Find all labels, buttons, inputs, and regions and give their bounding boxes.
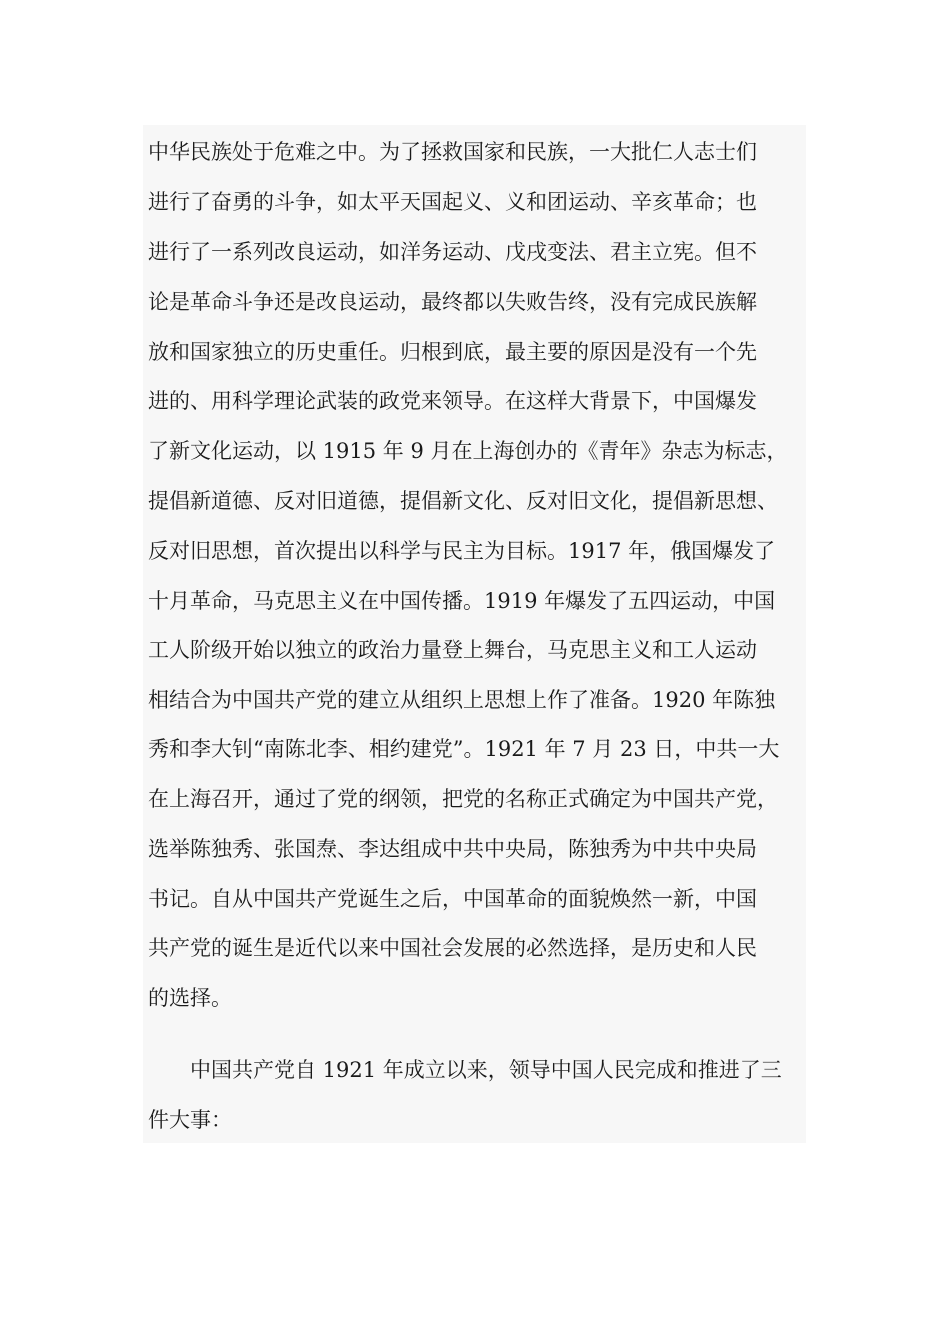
paragraph-1-line: 秀和李大钊“南陈北李、相约建党”。1921 年 7 月 23 日，中共一大 [148,737,780,761]
paragraph-1-line: 了新文化运动，以 1915 年 9 月在上海创办的《青年》杂志为标志， [148,439,788,463]
paragraph-1-line: 书记。自从中国共产党诞生之后，中国革命的面貌焕然一新，中国 [148,887,757,911]
paragraph-1-line: 共产党的诞生是近代以来中国社会发展的必然选择，是历史和人民 [148,936,757,960]
paragraph-1-line: 反对旧思想，首次提出以科学与民主为目标。1917 年，俄国爆发了 [148,539,776,563]
paragraph-1-line: 十月革命，马克思主义在中国传播。1919 年爆发了五四运动，中国 [148,589,776,613]
paragraph-1-line: 放和国家独立的历史重任。归根到底，最主要的原因是没有一个先 [148,340,757,364]
paragraph-1-line: 论是革命斗争还是改良运动，最终都以失败告终，没有完成民族解 [148,290,757,314]
paragraph-1-line: 进行了奋勇的斗争，如太平天国起义、义和团运动、辛亥革命；也 [148,190,757,214]
paragraph-1-line: 相结合为中国共产党的建立从组织上思想上作了准备。1920 年陈独 [148,688,776,712]
paragraph-2-line: 件大事： [148,1108,232,1132]
paragraph-1-line: 提倡新道德、反对旧道德，提倡新文化、反对旧文化，提倡新思想、 [148,489,778,513]
paragraph-1-line: 在上海召开，通过了党的纲领，把党的名称正式确定为中国共产党， [148,787,778,811]
paragraph-1-line: 工人阶级开始以独立的政治力量登上舞台，马克思主义和工人运动 [148,638,757,662]
paragraph-1-line: 的选择。 [148,986,232,1010]
text-highlight-block [143,125,806,1143]
paragraph-2-line: 中国共产党自 1921 年成立以来，领导中国人民完成和推进了三 [190,1058,782,1082]
paragraph-1-line: 进的、用科学理论武装的政党来领导。在这样大背景下，中国爆发 [148,389,757,413]
paragraph-1-line: 选举陈独秀、张国焘、李达组成中共中央局，陈独秀为中共中央局 [148,837,757,861]
paragraph-1-line: 中华民族处于危难之中。为了拯救国家和民族，一大批仁人志士们 [148,140,757,164]
paragraph-1-line: 进行了一系列改良运动，如洋务运动、戊戌变法、君主立宪。但不 [148,240,757,264]
